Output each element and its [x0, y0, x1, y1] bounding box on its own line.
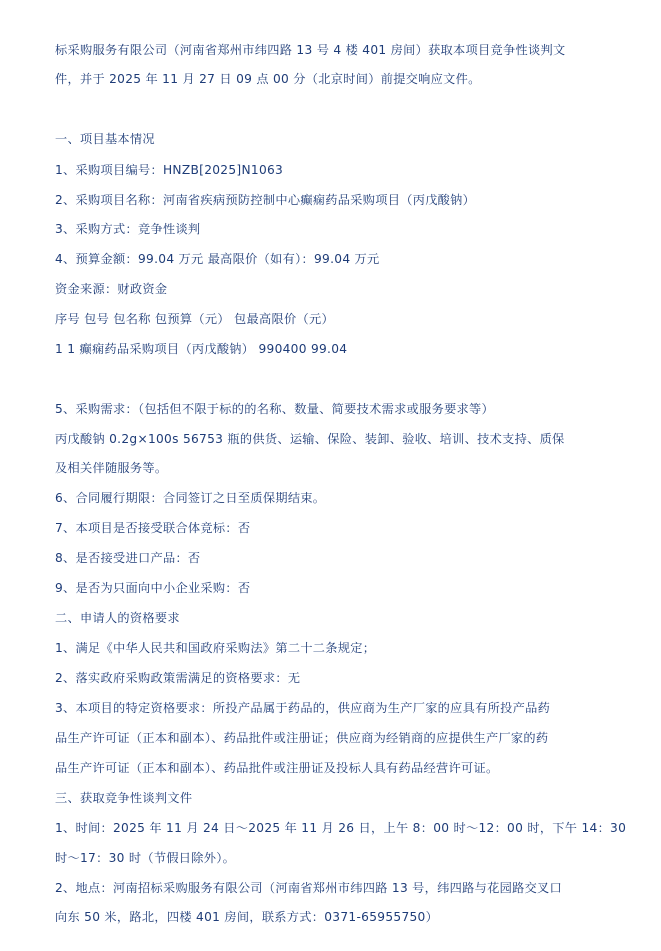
package-table-header: 序号 包号 包名称 包预算（元） 包最高限价（元）: [55, 312, 334, 326]
funding-source: 资金来源：财政资金: [55, 282, 168, 296]
imported-products: 8、是否接受进口产品：否: [55, 551, 201, 565]
project-number: 1、采购项目编号：HNZB[2025]N1063: [55, 163, 284, 177]
intro-line-2: 件，并于 2025 年 11 月 27 日 09 点 00 分（北京时间）前提交响应文件。: [55, 72, 481, 86]
obtain-location-line-1: 2、地点：河南招标采购服务有限公司（河南省郑州市纬四路 13 号，纬四路与花园路交叉口: [55, 881, 563, 895]
qualification-3-line-2: 品生产许可证（正本和副本）、药品批件或注册证；供应商为经销商的应提供生产厂家的药: [55, 731, 549, 745]
section-1-heading: 一、项目基本情况: [55, 132, 155, 146]
procurement-method: 3、采购方式：竞争性谈判: [55, 222, 201, 236]
qualification-3-line-3: 品生产许可证（正本和副本）、药品批件或注册证及投标人具有药品经营许可证。: [55, 761, 499, 775]
requirements-detail-2: 及相关伴随服务等。: [55, 461, 168, 475]
section-2-heading: 二、申请人的资格要求: [55, 611, 180, 625]
obtain-location-line-2: 向东 50 米，路北，四楼 401 房间，联系方式：0371-65955750）: [55, 910, 439, 924]
intro-line-1: 标采购服务有限公司（河南省郑州市纬四路 13 号 4 楼 401 房间）获取本项目竞争性谈判文: [55, 43, 566, 57]
qualification-2: 2、落实政府采购政策需满足的资格要求：无: [55, 671, 301, 685]
contract-period: 6、合同履行期限：合同签订之日至质保期结束。: [55, 491, 326, 505]
project-name: 2、采购项目名称：河南省疾病预防控制中心癫痫药品采购项目（丙戊酸钠）: [55, 193, 476, 207]
requirements-detail-1: 丙戊酸钠 0.2g×100s 56753 瓶的供货、运输、保险、装卸、验收、培训、技术支持、质保: [55, 432, 565, 446]
obtain-time-line-1: 1、时间：2025 年 11 月 24 日～2025 年 11 月 26 日，上午 8：00 时～12：00 时，下午 14：30: [55, 821, 627, 835]
package-table-row: 1 1 癫痫药品采购项目（丙戊酸钠） 990400 99.04: [55, 342, 348, 356]
sme-only: 9、是否为只面向中小企业采购：否: [55, 581, 251, 595]
procurement-requirements: 5、采购需求：（包括但不限于标的的名称、数量、简要技术需求或服务要求等）: [55, 402, 495, 416]
budget-amount: 4、预算金额：99.04 万元 最高限价（如有）：99.04 万元: [55, 252, 380, 266]
qualification-3-line-1: 3、本项目的特定资格要求：所投产品属于药品的，供应商为生产厂家的应具有所投产品药: [55, 701, 551, 715]
section-3-heading: 三、获取竞争性谈判文件: [55, 791, 193, 805]
obtain-time-line-2: 时～17：30 时（节假日除外）。: [55, 851, 236, 865]
qualification-1: 1、满足《中华人民共和国政府采购法》第二十二条规定；: [55, 641, 376, 655]
consortium-bid: 7、本项目是否接受联合体竞标：否: [55, 521, 251, 535]
